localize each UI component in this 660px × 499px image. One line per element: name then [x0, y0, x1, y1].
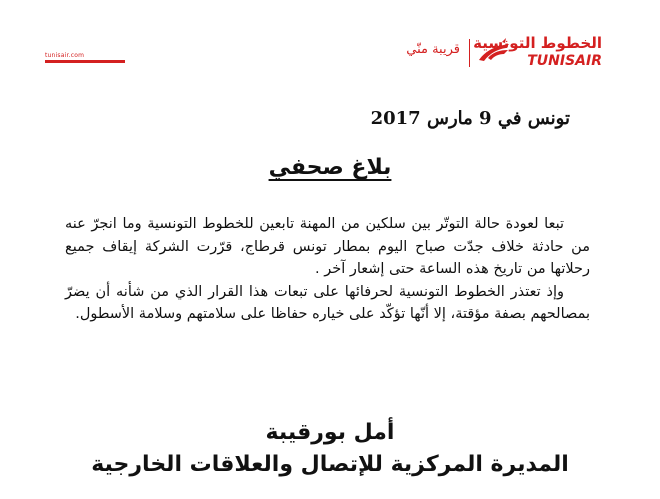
- website-text: tunisair.com: [45, 52, 85, 59]
- logo-english-text: TUNISAIR: [527, 53, 602, 69]
- header-red-line: [45, 60, 125, 63]
- signer-name: أمل بورقيبة: [265, 420, 395, 445]
- logo-arabic-text: الخطوط التونسية: [473, 34, 602, 52]
- logo-separator: [469, 39, 470, 67]
- paragraph: تبعا لعودة حالة التوتّر بين سلكين من المهنة تابعين للخطوط التونسية وما انجرّ عنه من حادثة خلاف جدّت صباح اليوم بمطار تونس قرطاج، قرّرت الشركة إيقاف جميع رحلاتها من تاريخ هذه الساعة حتى إشعار آخر .: [65, 216, 590, 277]
- date-line: تونس في 9 مارس 2017: [370, 108, 570, 129]
- slogan-text: قريبة منّي: [406, 42, 460, 57]
- statement-body: [65, 213, 590, 326]
- letterhead: [0, 0, 660, 90]
- signer-role: المديرة المركزية للإتصال والعلاقات الخارجية: [91, 452, 569, 477]
- document-title: بلاغ صحفي: [268, 155, 392, 180]
- tunisair-logo: [382, 34, 602, 74]
- paragraph: وإذ تعتذر الخطوط التونسية لحرفائها على تبعات هذا القرار الذي من شأنه أن يضرّ بمصالحهم بصفة مؤقتة، إلا أنّها تؤكّد على خياره حفاظا على سلامتهم وسلامة الأسطول.: [65, 283, 590, 322]
